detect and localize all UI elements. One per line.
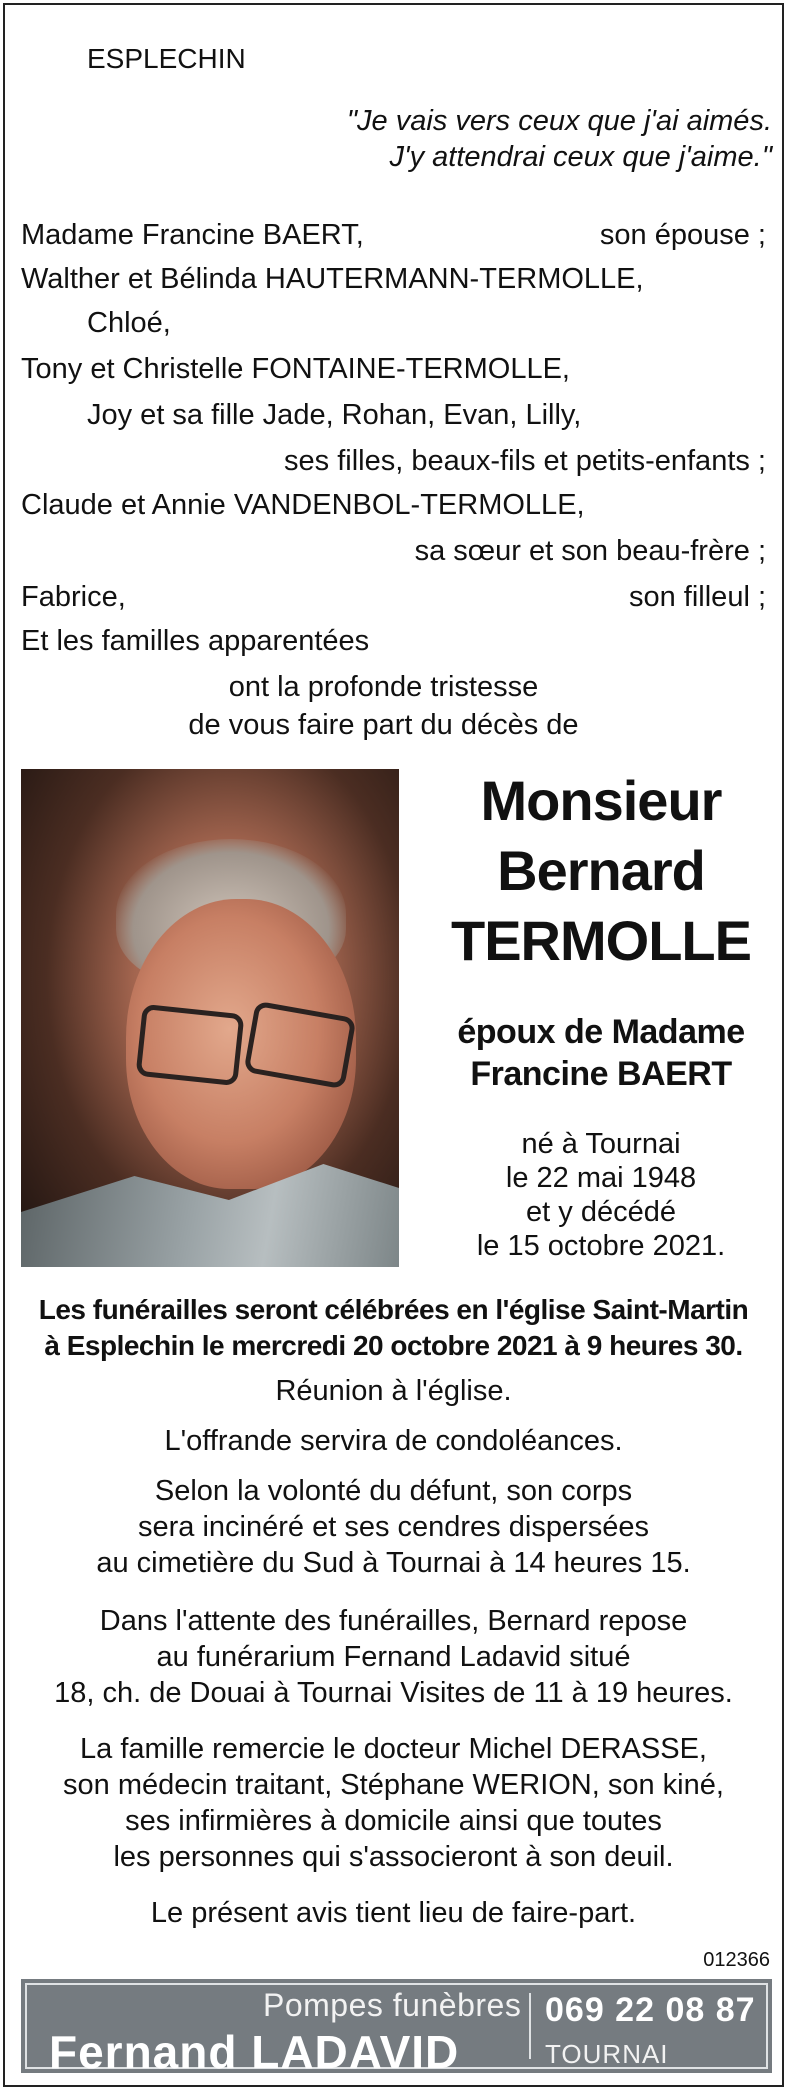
- mourner-name: Fabrice,: [21, 581, 126, 613]
- mourner-name: Walther et Bélinda HAUTERMANN-TERMOLLE,: [21, 263, 644, 295]
- paragraph-line: son médecin traitant, Stéphane WERION, son kiné,: [63, 1769, 724, 1801]
- mourner-name: Et les familles apparentées: [21, 625, 370, 657]
- paragraph-line: La famille remercie le docteur Michel DERASSE,: [80, 1733, 707, 1765]
- paragraph-line: 18, ch. de Douai à Tournai Visites de 11 à 19 heures.: [54, 1677, 733, 1709]
- reference-number: 012366: [703, 1949, 770, 1971]
- deceased-title: Monsieur: [480, 769, 722, 832]
- mourner-relation: son épouse ;: [599, 219, 766, 251]
- funeral-home-banner: [21, 1979, 772, 2078]
- spouse-line-1: époux de Madame: [457, 1013, 745, 1051]
- mourner-name: Joy et sa fille Jade, Rohan, Evan, Lilly,: [87, 399, 582, 431]
- banner-divider: [529, 1993, 531, 2059]
- paragraph-line: Le présent avis tient lieu de faire-part.: [150, 1897, 637, 1929]
- mourner-name: Tony et Christelle FONTAINE-TERMOLLE,: [21, 353, 570, 385]
- village-name: ESPLECHIN: [87, 43, 246, 74]
- paragraph-line: ses infirmières à domicile ainsi que toutes: [125, 1805, 662, 1837]
- deceased-name-block: [405, 769, 791, 1263]
- banner-pompes-funebres: Pompes funèbres: [263, 1987, 522, 2023]
- death-place: et y décédé: [526, 1196, 676, 1228]
- paragraph-line: les personnes qui s'associeront à son deuil.: [113, 1841, 674, 1873]
- mourner-relation: sa sœur et son beau-frère ;: [414, 535, 766, 567]
- mourner-line: [21, 625, 766, 658]
- spouse-line-2: Francine BAERT: [470, 1055, 732, 1093]
- mourner-relation: son filleul ;: [628, 581, 766, 613]
- mourner-line: [21, 219, 766, 252]
- paragraph-line: Selon la volonté du défunt, son corps: [154, 1475, 633, 1507]
- announce-line-2: de vous faire part du décès de: [188, 709, 579, 741]
- paragraph-line: L'offrande servira de condoléances.: [164, 1425, 623, 1457]
- paragraph-line: au cimetière du Sud à Tournai à 14 heures 15.: [96, 1547, 691, 1579]
- deceased-first-name: Bernard: [497, 839, 705, 902]
- death-date: le 15 octobre 2021.: [476, 1230, 726, 1262]
- paragraph-line: sera incinéré et ses cendres dispersées: [138, 1511, 649, 1543]
- banner-city: TOURNAI: [545, 2039, 669, 2069]
- quote-line-2: J'y attendrai ceux que j'aime.": [389, 141, 772, 173]
- birth-place: né à Tournai: [521, 1128, 681, 1160]
- announce-line-1: ont la profonde tristesse: [228, 671, 539, 703]
- quote-line-1: "Je vais vers ceux que j'ai aimés.: [346, 105, 772, 137]
- mourner-name: Madame Francine BAERT,: [21, 219, 364, 251]
- deceased-last-name: TERMOLLE: [451, 909, 751, 972]
- paragraph-line: Réunion à l'église.: [275, 1375, 512, 1407]
- mourner-name: Claude et Annie VANDENBOL-TERMOLLE,: [21, 489, 585, 521]
- paragraph-line: au funérarium Fernand Ladavid situé: [156, 1641, 631, 1673]
- obituary-notice: [3, 3, 784, 2087]
- mourner-line: [21, 489, 766, 522]
- mourner-relation: ses filles, beaux-fils et petits-enfants ;: [284, 445, 766, 477]
- birth-date: le 22 mai 1948: [505, 1162, 697, 1194]
- mourner-line: [21, 353, 766, 386]
- banner-phone: 069 22 08 87: [545, 1991, 756, 2029]
- mourner-line: [21, 581, 766, 614]
- banner-company-name: Fernand LADAVID: [49, 2026, 460, 2078]
- deceased-photo: [21, 769, 399, 1267]
- funeral-line-2: à Esplechin le mercredi 20 octobre 2021 à 9 heures 30.: [44, 1330, 743, 1361]
- funeral-line-1: Les funérailles seront célébrées en l'église Saint-Martin: [38, 1294, 749, 1325]
- paragraph-line: Dans l'attente des funérailles, Bernard repose: [99, 1605, 688, 1637]
- mourner-name: Chloé,: [87, 307, 171, 339]
- mourner-line: [87, 399, 766, 432]
- mourner-line: [21, 263, 766, 296]
- mourner-line: [87, 307, 766, 340]
